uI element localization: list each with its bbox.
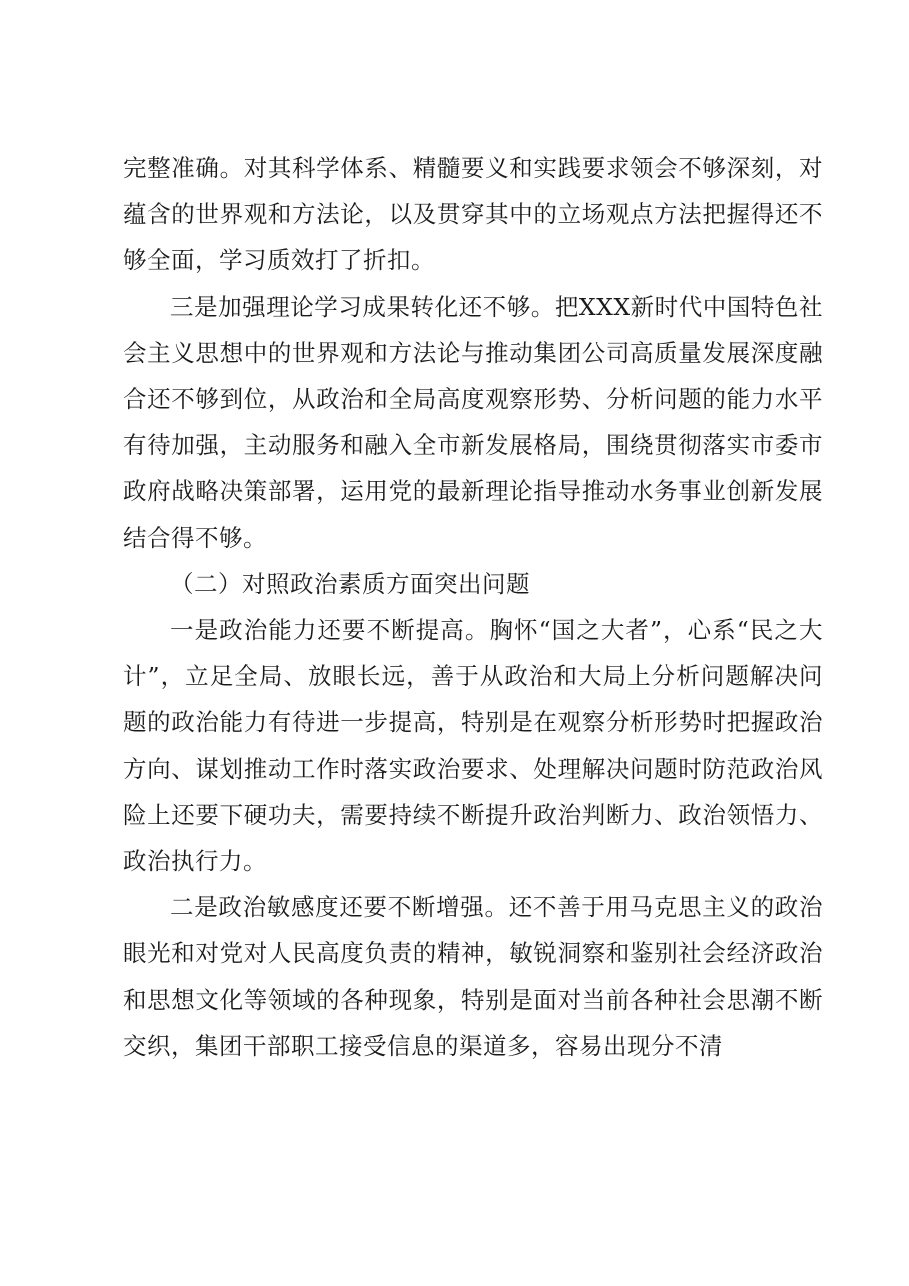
paragraph-point-one-political-ability: 一是政治能力还要不断提高。胸怀“国之大者”，心系“民之大计”，立足全局、放眼长远，善于从政治和大局上分析问题解决问题的政治能力有待进一步提高，特别是在观察分析形势时把握政治方向、谋划推动工作时落实政治要求、处理解决问题时防范政治风险上还要下硬功夫，需要持续不断提升政治判断力、政治领悟力、政治执行力。 (123, 616, 823, 876)
section-heading-political-quality: （二）对照政治素质方面突出问题 (170, 569, 530, 598)
paragraph-point-two-political-sensitivity: 二是政治敏感度还要不断增强。还不善于用马克思主义的政治眼光和对党对人民高度负责的精神，敏锐洞察和鉴别社会经济政治和思想文化等领域的各种现象，特别是面对当前各种社会思潮不断交织，集团干部职工接受信息的渠道多，容易出现分不清 (123, 893, 823, 1060)
paragraph-point-three: 三是加强理论学习成果转化还不够。把XXX新时代中国特色社会主义思想中的世界观和方法论与推动集团公司高质量发展深度融合还不够到位，从政治和全局高度观察形势、分析问题的能力水平有待加强，主动服务和融入全市新发展格局，围绕贯彻落实市委市政府战略决策部署，运用党的最新理论指导推动水务事业创新发展结合得不够。 (123, 292, 823, 552)
document-body (123, 145, 823, 1069)
paragraph-continuation: 完整准确。对其科学体系、精髓要义和实践要求领会不够深刻，对蕴含的世界观和方法论，以及贯穿其中的立场观点方法把握得还不够全面，学习质效打了折扣。 (123, 154, 823, 275)
